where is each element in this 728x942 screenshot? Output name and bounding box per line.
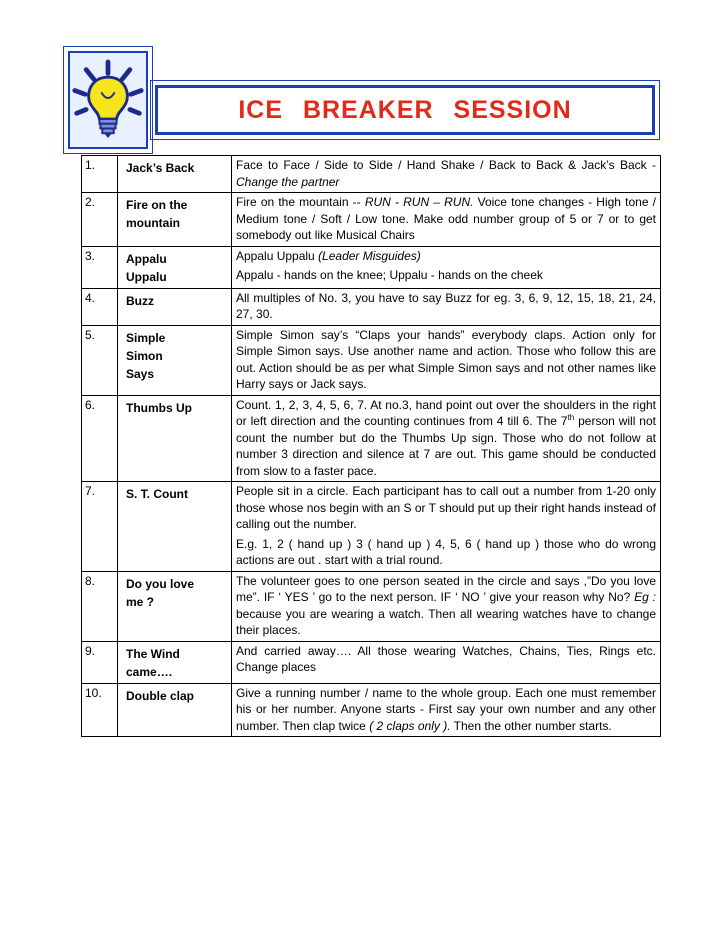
game-name-line: came…. <box>126 664 173 679</box>
title-inner-frame <box>155 85 655 135</box>
game-name-line: S. T. Count <box>126 487 188 501</box>
table-row <box>82 156 661 193</box>
description-text: Fire on the mountain -- <box>236 195 365 209</box>
lightbulb-icon <box>68 51 148 149</box>
game-name-line: Thumbs Up <box>126 400 192 415</box>
table-row <box>82 482 661 572</box>
game-name-line: Simple <box>126 330 166 345</box>
description-paragraph <box>236 573 656 639</box>
description-text: RUN - RUN – RUN. <box>364 195 474 209</box>
description-paragraph <box>236 483 656 533</box>
title-frame <box>150 80 660 140</box>
table-row <box>82 571 661 641</box>
description-text: Then the other number starts. <box>450 718 612 733</box>
row-number: 10. <box>82 683 118 737</box>
table-row <box>82 288 661 325</box>
description-paragraph <box>236 643 656 676</box>
game-description <box>232 641 661 683</box>
game-name <box>118 571 232 641</box>
game-description <box>232 395 661 482</box>
row-number: 1. <box>82 156 118 193</box>
game-name <box>118 193 232 247</box>
page-title: ICE BREAKER SESSION <box>238 95 572 124</box>
game-name-line: Jack’s Back <box>126 161 195 175</box>
game-description <box>232 571 661 641</box>
description-text: People sit in a circle. Each participant has to call out a number from 1-20 only those whose nos begin with an S or T should put up their right hands instead of calling out the number. <box>236 484 656 531</box>
description-paragraph <box>236 194 656 244</box>
description-paragraph <box>236 267 656 284</box>
row-number: 5. <box>82 325 118 395</box>
description-text: person will not count the number but do the Thumbs Up sign. Those who do not follow at number 3 direction and silence at 7 are out. This game should be conducted from slow to a faster pace. <box>236 414 656 478</box>
description-text: Change the partner <box>236 174 340 189</box>
game-name <box>118 246 232 288</box>
description-paragraph <box>236 397 656 480</box>
table-row <box>82 641 661 683</box>
table-row <box>82 683 661 737</box>
description-text: Give a running number / name to the whole group. Each one must remember his or her number. Anyone starts - First say your own number and any other number. Then clap twice <box>236 685 656 733</box>
game-description <box>232 482 661 572</box>
game-name-line: Fire on the <box>126 198 188 212</box>
game-description <box>232 288 661 325</box>
game-name <box>118 156 232 193</box>
game-name-line: me ? <box>126 594 155 609</box>
game-name-line: mountain <box>126 216 180 230</box>
row-number: 2. <box>82 193 118 247</box>
table-row <box>82 246 661 288</box>
description-paragraph <box>236 536 656 569</box>
game-name <box>118 641 232 683</box>
game-description <box>232 156 661 193</box>
description-text: Face to Face / Side to Side / Hand Shake / Back to Back & Jack’s Back - <box>236 158 656 172</box>
description-paragraph <box>236 248 656 265</box>
description-text: All multiples of No. 3, you have to say Buzz for eg. 3, 6, 9, 12, 15, 18, 21, 24, 27, 30. <box>236 290 656 321</box>
description-text: And carried away…. All those wearing Watches, Chains, Ties, Rings etc. Change places <box>236 643 656 674</box>
superscript-text: th <box>567 413 575 422</box>
row-number: 4. <box>82 288 118 325</box>
game-name <box>118 395 232 482</box>
game-name-line: Appalu <box>126 251 167 266</box>
row-number: 9. <box>82 641 118 683</box>
description-paragraph <box>236 327 656 393</box>
description-paragraph <box>236 685 656 735</box>
game-name-line: Do you love <box>126 576 195 591</box>
description-text: (Leader Misguides) <box>318 248 421 263</box>
game-name <box>118 325 232 395</box>
game-name-line: The Wind <box>126 646 180 661</box>
games-table <box>81 155 661 737</box>
row-number: 6. <box>82 395 118 482</box>
row-number: 3. <box>82 246 118 288</box>
row-number: 8. <box>82 571 118 641</box>
table-row <box>82 395 661 482</box>
table-row <box>82 325 661 395</box>
game-name <box>118 288 232 325</box>
description-text: Appalu Uppalu <box>236 248 319 263</box>
table-row <box>82 193 661 247</box>
game-name <box>118 482 232 572</box>
row-number: 7. <box>82 482 118 572</box>
game-name-line: Double clap <box>126 688 195 703</box>
description-text: E.g. 1, 2 ( hand up ) 3 ( hand up ) 4, 5, 6 ( hand up ) those who do wrong actions are out . start with a trial round. <box>236 536 656 567</box>
game-name-line: Uppalu <box>126 269 167 284</box>
game-name-line: Says <box>126 366 155 381</box>
game-description <box>232 683 661 737</box>
description-paragraph <box>236 290 656 323</box>
game-name-line: Simon <box>126 348 163 363</box>
games-table-body <box>82 156 661 737</box>
description-text: The volunteer goes to one person seated in the circle and says ,”Do you love me”. IF ‘ YES ’ go to the next person. IF ‘ NO ’ give your reason why No? <box>236 573 656 604</box>
game-name-line: Buzz <box>126 293 154 308</box>
logo-frame <box>63 46 153 154</box>
game-description <box>232 246 661 288</box>
game-name <box>118 683 232 737</box>
description-text: because you are wearing a watch. Then all wearing watches have to change their places. <box>236 606 656 637</box>
description-paragraph <box>236 157 656 190</box>
game-description <box>232 193 661 247</box>
game-description <box>232 325 661 395</box>
description-text: Eg : <box>634 590 656 604</box>
description-text: ( 2 claps only ). <box>369 718 451 733</box>
description-text: Appalu - hands on the knee; Uppalu - hands on the cheek <box>236 268 543 282</box>
description-text: Count. 1, 2, 3, 4, 5, 6, 7. At no.3, hand point out over the shoulders in the right or left direction and the counting continues from 4 till 6. The 7 <box>236 397 656 428</box>
description-text: Simple Simon say’s “Claps your hands” everybody claps. Action only for Simple Simon says. Use another name and action. Those who follow this are out. Action should be as per what Simple Simon says and not other names like Harry says or Jack says. <box>236 327 656 391</box>
description-text: Voice tone changes - High tone / Medium tone / Soft / Low tone. Make odd number group of 5 or 7 or to get somebody out like Musical Chairs <box>236 195 656 242</box>
